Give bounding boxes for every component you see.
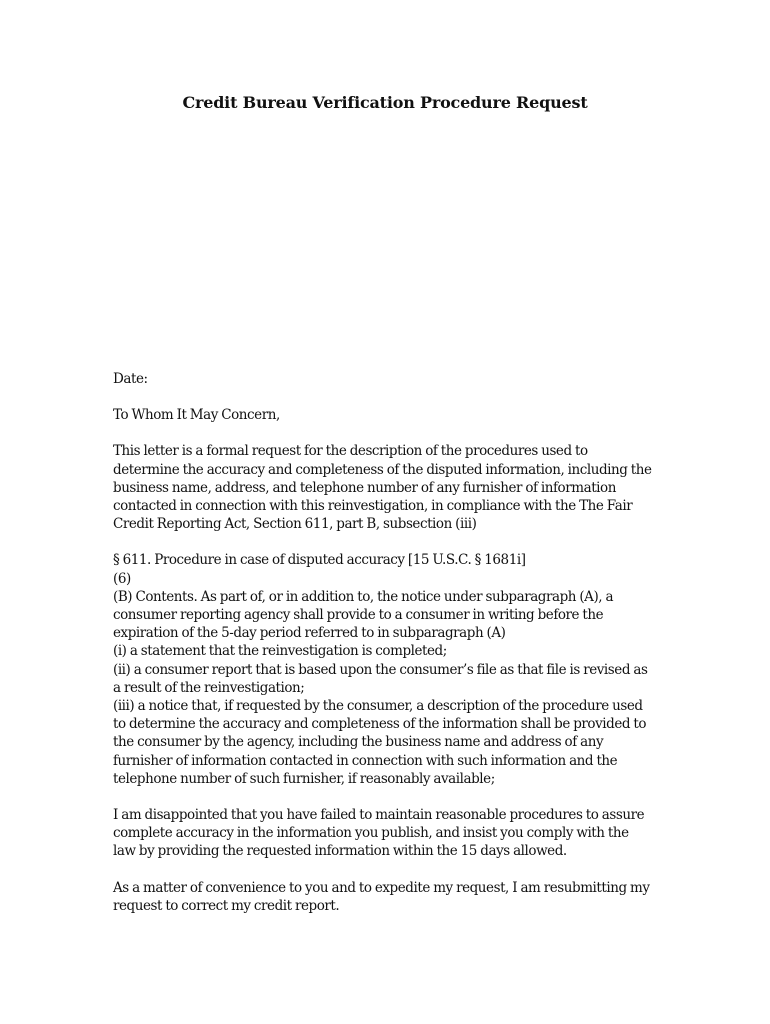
- paragraph-line: request to correct my credit report.: [113, 897, 340, 914]
- document-title: Credit Bureau Verification Procedure Request: [182, 93, 588, 112]
- paragraph-line: determine the accuracy and completeness of the disputed information, including the: [113, 461, 652, 478]
- complaint-paragraph: [113, 806, 673, 861]
- statute-line: furnisher of information contacted in connection with such information and the: [113, 752, 618, 769]
- statute-line: telephone number of such furnisher, if reasonably available;: [113, 770, 495, 787]
- paragraph-line: This letter is a formal request for the description of the procedures used to: [113, 443, 588, 460]
- paragraph-line: Credit Reporting Act, Section 611, part B, subsection (iii): [113, 516, 477, 533]
- closing-paragraph: [113, 879, 673, 915]
- statute-line: (iii) a notice that, if requested by the consumer, a description of the procedure used: [113, 698, 643, 715]
- request-paragraph: [113, 442, 673, 533]
- statute-line: (B) Contents. As part of, or in addition to, the notice under subparagraph (A), a: [113, 588, 614, 605]
- statute-line: the consumer by the agency, including the business name and address of any: [113, 734, 604, 751]
- paragraph-line: business name, address, and telephone number of any furnisher of information: [113, 479, 616, 496]
- statute-line: to determine the accuracy and completeness of the information shall be provided to: [113, 716, 647, 733]
- statute-line: a result of the reinvestigation;: [113, 679, 305, 696]
- paragraph-line: contacted in connection with this reinvestigation, in compliance with the The Fair: [113, 498, 633, 515]
- paragraph-line: I am disappointed that you have failed to maintain reasonable procedures to assure: [113, 807, 645, 824]
- statute-line: consumer reporting agency shall provide to a consumer in writing before the: [113, 607, 604, 624]
- statute-line: (6): [113, 570, 131, 587]
- date-line: Date:: [113, 371, 148, 387]
- salutation: To Whom It May Concern,: [113, 407, 280, 424]
- paragraph-line: law by providing the requested information within the 15 days allowed.: [113, 843, 567, 860]
- statute-line: expiration of the 5-day period referred to in subparagraph (A): [113, 625, 506, 642]
- statute-quote: [113, 551, 673, 788]
- paragraph-line: complete accuracy in the information you publish, and insist you comply with the: [113, 825, 629, 842]
- letter-body: [113, 370, 673, 933]
- statute-line: (i) a statement that the reinvestigation is completed;: [113, 643, 447, 660]
- statute-line: § 611. Procedure in case of disputed accuracy [15 U.S.C. § 1681i]: [113, 552, 526, 569]
- statute-line: (ii) a consumer report that is based upon the consumer’s file as that file is revised as: [113, 661, 648, 678]
- paragraph-line: As a matter of convenience to you and to expedite my request, I am resubmitting my: [113, 879, 650, 896]
